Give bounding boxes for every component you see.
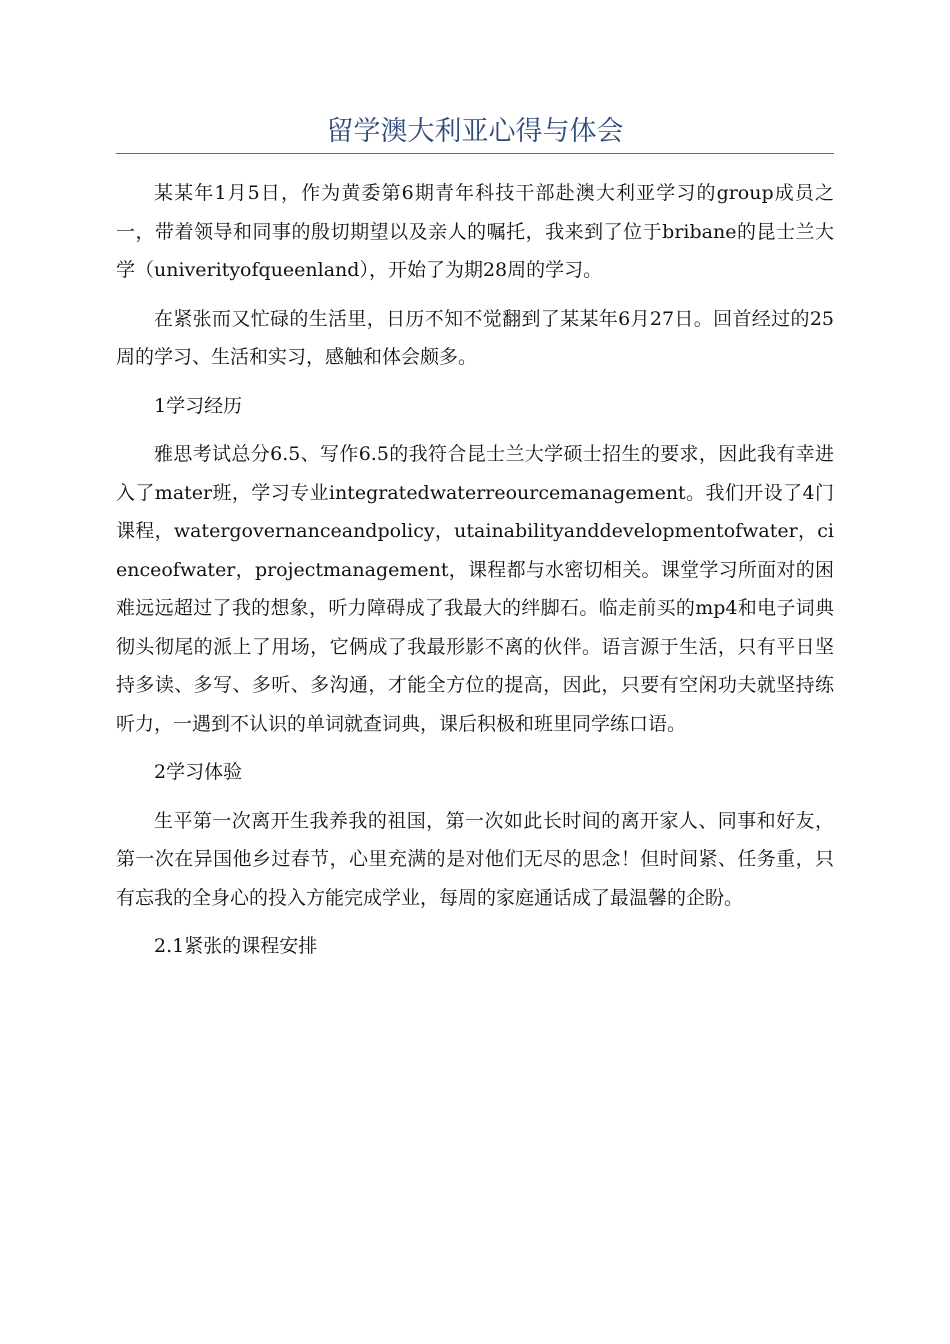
section-heading-study-experience: 1学习经历 xyxy=(154,394,243,417)
title-underline xyxy=(116,153,834,154)
paragraph-homesick: 生平第一次离开生我养我的祖国，第一次如此长时间的离开家人、同事和好友，第一次在异国他乡过春节，心里充满的是对他们无尽的思念！但时间紧、任务重，只有忘我的全身心的投入方能完成学业，每周的家庭通话成了最温馨的企盼。 xyxy=(116,809,834,909)
subsection-heading-schedule: 2.1紧张的课程安排 xyxy=(154,935,318,957)
document-body xyxy=(116,174,834,976)
paragraph-study-details: 雅思考试总分6.5、写作6.5的我符合昆士兰大学硕士招生的要求，因此我有幸进入了mater班，学习专业integratedwaterreourcemanagement。我们开设了4门课程，watergovernanceandpolicy，utainabilityanddevelopmentofwater，cienceofwater，projectmanagement，课程都与水密切相关。课堂学习所面对的困难远远超过了我的想象，听力障碍成了我最大的绊脚石。临走前买的mp4和电子词典彻头彻尾的派上了用场，它俩成了我最形影不离的伙伴。语言源于生活，只有平日坚持多读、多写、多听、多沟通，才能全方位的提高，因此，只要有空闲功夫就坚持练听力，一遇到不认识的单词就查词典，课后积极和班里同学练口语。 xyxy=(116,443,834,735)
section-heading-study-feelings: 2学习体验 xyxy=(154,761,243,783)
paragraph-intro: 某某年1月5日，作为黄委第6期青年科技干部赴澳大利亚学习的group成员之一，带着领导和同事的殷切期望以及亲人的嘱托，我来到了位于bribane的昆士兰大学（univerityofqueenland），开始了为期28周的学习。 xyxy=(116,182,834,281)
document-title: 留学澳大利亚心得与体会 xyxy=(326,116,624,147)
paragraph-review: 在紧张而又忙碌的生活里，日历不知不觉翻到了某某年6月27日。回首经过的25周的学习、生活和实习，感触和体会颇多。 xyxy=(116,307,834,368)
